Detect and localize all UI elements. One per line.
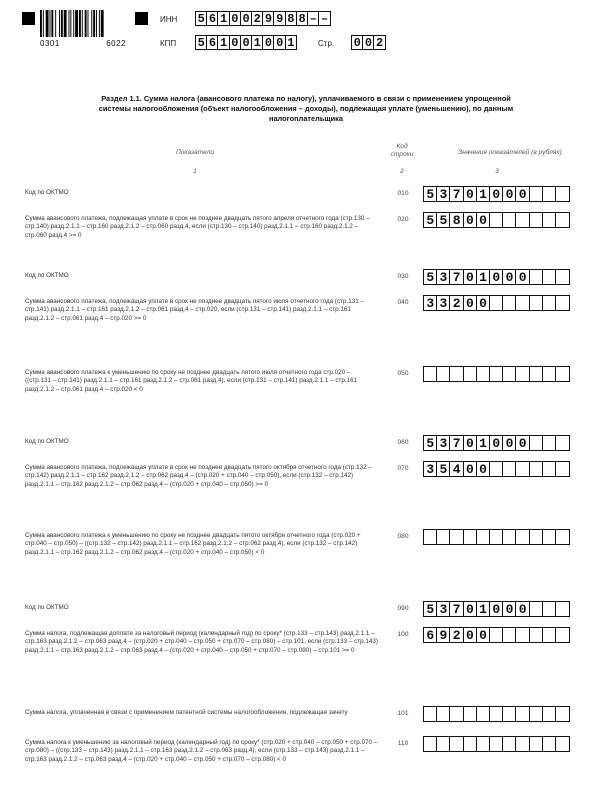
- column-header-indicators: Показатели: [175, 149, 215, 156]
- value-cell[interactable]: 3: [423, 295, 438, 311]
- value-cell[interactable]: 0: [515, 269, 530, 285]
- kpp-cell[interactable]: 0: [273, 35, 286, 50]
- indicator-description: Код по ОКТМО: [25, 272, 69, 279]
- line-code: 101: [397, 710, 409, 717]
- indicator-description: Код по ОКТМО: [25, 604, 69, 611]
- page-cell[interactable]: 2: [373, 35, 386, 50]
- line-code: 110: [397, 740, 409, 747]
- column-number-3: 3: [495, 168, 499, 175]
- barcode-bar: [61, 10, 63, 37]
- value-cell[interactable]: 8: [449, 212, 464, 228]
- line-code: 050: [397, 370, 409, 377]
- barcode-number-left: 0301: [40, 39, 60, 48]
- barcode: [40, 10, 126, 48]
- barcode-bar: [85, 10, 87, 37]
- column-header-code-line1: Код: [396, 143, 408, 150]
- section-title-line3: налогоплательщика: [268, 114, 343, 123]
- indicator-description: Сумма авансового платежа к уменьшению по сроку не позднее двадцать пятого июля отчетного года стр.020 – ((стр.131 – стр.141) разд.2.1.1 – стр.161 разд.2.1.2 – стр.061 разд.4), если (стр.131 – стр.141) разд.2.1.1 – стр.161 разд.2.1.2 – стр.061 разд.4 – стр.020 < 0: [25, 369, 358, 393]
- section-title: [20, 94, 592, 124]
- value-cell[interactable]: [555, 706, 570, 722]
- value-field-050[interactable]: [423, 366, 568, 382]
- value-cell[interactable]: 0: [489, 269, 504, 285]
- line-code: 040: [397, 299, 409, 306]
- page-cell[interactable]: 0: [351, 35, 364, 50]
- barcode-bar: [73, 10, 74, 37]
- indicator-description: Сумма авансового платежа к уменьшению по сроку не позднее двадцать пятого октября отчетного года (стр.020 + стр.040 – стр.050) – ((стр.132 – стр.142) разд.2.1.1 – стр.162 разд.2.1.2 – стр.062 разд.4), если (стр.132 – стр.142) разд.2.1.1 – стр.162 разд.2.1.2 – стр.062 разд.4 – (стр.020 + стр.040 – стр.050) < 0: [25, 532, 361, 556]
- value-cell[interactable]: 3: [436, 269, 451, 285]
- value-cell[interactable]: 0: [502, 186, 517, 202]
- value-cell[interactable]: 0: [515, 186, 530, 202]
- barcode-bar: [99, 10, 100, 37]
- value-cell[interactable]: 0: [502, 269, 517, 285]
- value-cell[interactable]: [555, 435, 570, 451]
- value-cell[interactable]: [555, 186, 570, 202]
- inn-cell[interactable]: 9: [273, 11, 286, 26]
- inn-field[interactable]: [195, 11, 329, 26]
- barcode-bar: [64, 10, 67, 37]
- value-cell[interactable]: 3: [436, 295, 451, 311]
- registration-marker-right: [135, 12, 148, 25]
- value-field-070[interactable]: [423, 461, 568, 477]
- barcode-bar: [96, 10, 97, 37]
- value-cell[interactable]: 0: [463, 601, 478, 617]
- indicator-description: Сумма налога, уплаченная в связи с применением патентной системы налогообложения, подлежащая зачету: [25, 709, 348, 716]
- value-cell[interactable]: [555, 736, 570, 752]
- value-cell[interactable]: [555, 269, 570, 285]
- line-code: 030: [397, 273, 409, 280]
- value-cell[interactable]: [555, 212, 570, 228]
- value-cell[interactable]: 0: [502, 435, 517, 451]
- inn-cell[interactable]: 6: [206, 11, 219, 26]
- barcode-bar: [46, 10, 49, 37]
- value-cell[interactable]: [555, 529, 570, 545]
- value-field-101[interactable]: [423, 706, 568, 722]
- barcode-bar: [79, 10, 81, 37]
- kpp-cell[interactable]: 1: [285, 35, 298, 50]
- inn-cell[interactable]: 1: [217, 11, 230, 26]
- kpp-field[interactable]: [195, 35, 296, 50]
- barcode-bar: [88, 10, 89, 37]
- value-cell[interactable]: 0: [463, 212, 478, 228]
- value-cell[interactable]: 0: [463, 269, 478, 285]
- value-cell[interactable]: 3: [436, 435, 451, 451]
- inn-cell[interactable]: 5: [195, 11, 208, 26]
- indicator-description: Сумма налога, подлежащая доплате за налоговый период (календарный год) по сроку* (стр.133 – стр.143) разд.2.1.1 – стр.163 разд.2.1.2 – стр.063 разд.4 – (стр.020 + стр.040 – стр.050 + стр.070 – стр.080) – стр.101, если (стр.133 – стр.143) разд.2.1.1 – стр.163 разд.2.1.2 – стр.063 разд.4 – (стр.020 + стр.040 – стр.050 + стр.070 – стр.080) – стр.101 >= 0: [25, 630, 378, 654]
- indicator-description: Сумма авансового платежа, подлежащая уплате в срок не позднее двадцать пятого апреля отчетного года (стр.130 – стр.140) разд.2.1.1 – стр.160 разд.2.1.2 – стр.060 разд.4, если (стр.130 – стр.140) разд.2.1.1 – стр.160 разд.2.1.2 – стр.060 разд.4 >= 0: [25, 215, 370, 239]
- value-field-040[interactable]: [423, 295, 568, 311]
- value-cell[interactable]: 0: [489, 186, 504, 202]
- value-cell[interactable]: 6: [423, 627, 438, 643]
- barcode-bar: [82, 10, 83, 37]
- registration-marker-left: [22, 12, 35, 25]
- value-cell[interactable]: 0: [463, 295, 478, 311]
- kpp-cell[interactable]: 6: [206, 35, 219, 50]
- line-code: 070: [397, 465, 409, 472]
- value-field-060[interactable]: [423, 435, 568, 451]
- value-cell[interactable]: 7: [449, 269, 464, 285]
- page-number-field[interactable]: [351, 35, 385, 50]
- value-cell[interactable]: 3: [436, 601, 451, 617]
- indicator-description: Сумма авансового платежа, подлежащая уплате в срок не позднее двадцать пятого октября отчетного года (стр.132 – стр.142) разд.2.1.1 – стр.162 разд.2.1.2 – стр.062 разд.4 – (стр.020 + стр.040 – стр.050), если (стр.132 – стр.142) разд.2.1.1 – стр.162 разд.2.1.2 – стр.062 разд.4 – (стр.020 + стр.040 – стр.050) >= 0: [25, 464, 372, 488]
- value-cell[interactable]: 1: [476, 186, 491, 202]
- value-field-080[interactable]: [423, 529, 568, 545]
- inn-cell[interactable]: 8: [285, 11, 298, 26]
- value-cell[interactable]: 7: [449, 435, 464, 451]
- kpp-cell[interactable]: 1: [251, 35, 264, 50]
- value-cell[interactable]: 5: [423, 186, 438, 202]
- barcode-bar: [59, 10, 60, 37]
- inn-label: ИНН: [160, 15, 178, 24]
- value-cell[interactable]: 1: [476, 601, 491, 617]
- barcode-bar: [40, 10, 42, 37]
- kpp-cell[interactable]: 0: [240, 35, 253, 50]
- inn-cell[interactable]: 0: [229, 11, 242, 26]
- value-field-100[interactable]: [423, 627, 568, 643]
- indicator-description: Сумма налога к уменьшению за налоговый период (календарный год) по сроку* (стр.020 + стр.040 – стр.050 + стр.070 – стр.080) – ((стр.133 – стр.143) разд.2.1.1 – стр.163 разд.2.1.2 – стр.063 разд.4), если (стр.133 – стр.143) разд.2.1.1 – стр.163 разд.2.1.2 – стр.063 разд.4 – (стр.020 + стр.040 – стр.050 + стр.070 – стр.080) < 0: [25, 739, 378, 763]
- page-label: Стр.: [318, 39, 335, 48]
- column-header-code: [382, 143, 422, 159]
- page-cell[interactable]: 0: [362, 35, 375, 50]
- value-cell[interactable]: 2: [449, 627, 464, 643]
- value-cell[interactable]: 4: [449, 461, 464, 477]
- value-cell[interactable]: 2: [449, 295, 464, 311]
- value-cell[interactable]: 3: [423, 461, 438, 477]
- value-cell[interactable]: 9: [436, 627, 451, 643]
- line-code: 090: [397, 605, 409, 612]
- kpp-cell[interactable]: 0: [229, 35, 242, 50]
- value-field-020[interactable]: [423, 212, 568, 228]
- value-cell[interactable]: 0: [476, 461, 491, 477]
- value-cell[interactable]: 1: [476, 435, 491, 451]
- value-cell[interactable]: 0: [476, 627, 491, 643]
- value-field-110[interactable]: [423, 736, 568, 752]
- barcode-bars: [40, 10, 126, 37]
- value-cell[interactable]: 0: [502, 601, 517, 617]
- value-field-090[interactable]: [423, 601, 568, 617]
- column-header-values: Значения показателей (в рублях): [458, 149, 562, 156]
- barcode-bar: [69, 10, 70, 37]
- value-cell[interactable]: 5: [423, 212, 438, 228]
- value-cell[interactable]: [555, 366, 570, 382]
- value-cell[interactable]: 0: [463, 186, 478, 202]
- value-cell[interactable]: 5: [423, 601, 438, 617]
- value-cell[interactable]: 5: [436, 212, 451, 228]
- inn-cell[interactable]: 9: [262, 11, 275, 26]
- line-code: 020: [397, 216, 409, 223]
- kpp-label: КПП: [160, 39, 177, 48]
- column-number-1: 1: [193, 168, 197, 175]
- value-cell[interactable]: [555, 627, 570, 643]
- value-cell[interactable]: 0: [489, 601, 504, 617]
- inn-cell[interactable]: 8: [296, 11, 309, 26]
- value-cell[interactable]: 5: [423, 435, 438, 451]
- value-cell[interactable]: 0: [463, 461, 478, 477]
- line-code: 060: [397, 439, 409, 446]
- barcode-number-right: 6022: [106, 39, 126, 48]
- indicator-description: Код по ОКТМО: [25, 438, 69, 445]
- inn-cell[interactable]: 2: [251, 11, 264, 26]
- value-cell[interactable]: 0: [476, 212, 491, 228]
- value-field-030[interactable]: [423, 269, 568, 285]
- value-cell[interactable]: 1: [476, 269, 491, 285]
- barcode-bar: [55, 10, 56, 37]
- barcode-number: [40, 39, 126, 48]
- kpp-cell[interactable]: 1: [217, 35, 230, 50]
- indicator-description: Сумма авансового платежа, подлежащая уплате в срок не позднее двадцать пятого июля отчетного года (стр.131 – стр.141) разд.2.1.1 – стр.161 разд.2.1.2 – стр.061 разд.4 – стр.020, если (стр.131 – стр.141) разд.2.1.1 – стр.161 разд.2.1.2 – стр.061 разд.4 – стр.020 >= 0: [25, 298, 365, 322]
- value-cell[interactable]: 0: [463, 627, 478, 643]
- value-cell[interactable]: 0: [515, 435, 530, 451]
- line-code: 080: [397, 533, 409, 540]
- barcode-bar: [51, 10, 53, 37]
- value-cell[interactable]: [555, 461, 570, 477]
- value-cell[interactable]: 0: [515, 601, 530, 617]
- inn-cell[interactable]: –: [307, 11, 320, 26]
- line-code: 100: [397, 631, 409, 638]
- value-cell[interactable]: 0: [463, 435, 478, 451]
- value-cell[interactable]: [555, 601, 570, 617]
- barcode-bar: [91, 10, 92, 37]
- column-number-2: 2: [400, 168, 404, 175]
- section-title-line2: системы налогообложения (объект налогообложения – доходы), подлежащая уплате (уменьшению), по данным: [98, 104, 514, 113]
- barcode-bar: [43, 10, 44, 37]
- value-field-010[interactable]: [423, 186, 568, 202]
- kpp-cell[interactable]: 0: [262, 35, 275, 50]
- value-cell[interactable]: 7: [449, 601, 464, 617]
- value-cell[interactable]: [555, 295, 570, 311]
- barcode-bar: [101, 10, 104, 37]
- section-title-line1: Раздел 1.1. Сумма налога (авансового платежа по налогу), уплачиваемого в связи с применением упрощенной: [101, 94, 511, 103]
- value-cell[interactable]: 3: [436, 186, 451, 202]
- value-cell[interactable]: 5: [423, 269, 438, 285]
- barcode-bar: [93, 10, 95, 37]
- value-cell[interactable]: 0: [489, 435, 504, 451]
- value-cell[interactable]: 5: [436, 461, 451, 477]
- inn-cell[interactable]: –: [318, 11, 331, 26]
- line-code: 010: [397, 190, 409, 197]
- indicator-description: Код по ОКТМО: [25, 189, 69, 196]
- barcode-bar: [75, 10, 78, 37]
- value-cell[interactable]: 7: [449, 186, 464, 202]
- value-cell[interactable]: 0: [476, 295, 491, 311]
- column-header-code-line2: строки: [390, 151, 414, 158]
- kpp-cell[interactable]: 5: [195, 35, 208, 50]
- barcode-bar: [70, 10, 71, 37]
- inn-cell[interactable]: 0: [240, 11, 253, 26]
- barcode-bar: [50, 10, 51, 37]
